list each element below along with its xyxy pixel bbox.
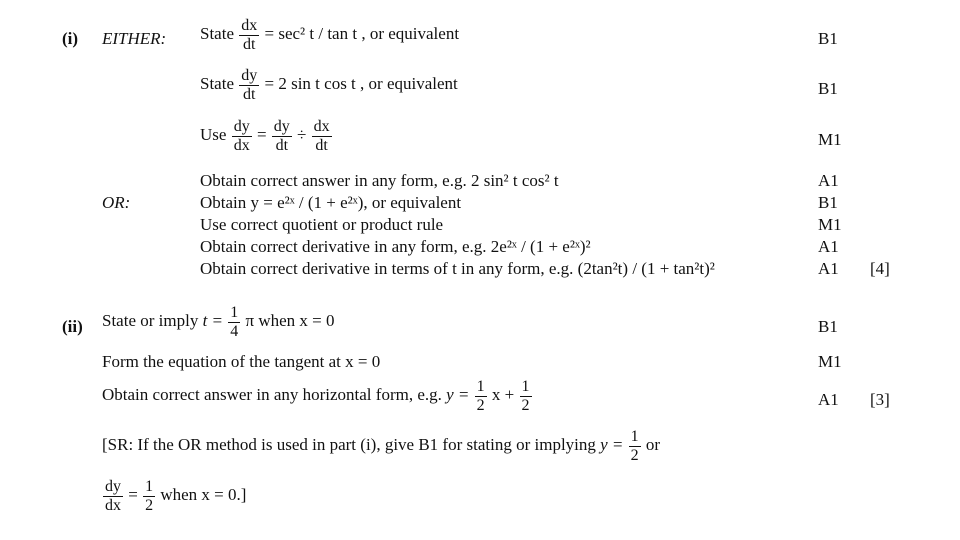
frac-num: 1 <box>630 428 639 445</box>
special-ruling-line2 <box>102 478 246 514</box>
frac-den: 2 <box>521 396 530 414</box>
part-i-total: [4] <box>870 259 890 278</box>
frac-den: 2 <box>145 496 154 514</box>
step-text: State or imply <box>102 311 199 330</box>
part-ii-label: (ii) <box>62 317 83 336</box>
equals-sign: = <box>128 485 138 504</box>
or-label: OR: <box>102 193 131 212</box>
fraction-dy-dx <box>232 118 252 154</box>
fraction-half <box>520 378 532 414</box>
note-or: or <box>645 435 661 454</box>
divide-sign: ÷ <box>297 125 307 144</box>
mark-M1: M1 <box>818 130 842 149</box>
mark-A1: A1 <box>818 171 839 190</box>
frac-den: dt <box>275 136 289 154</box>
frac-den: 4 <box>230 322 239 340</box>
frac-den: dt <box>243 35 256 53</box>
equals-sign: = <box>256 125 267 144</box>
frac-den: dt <box>315 136 328 154</box>
step-suffix: π when x = 0 <box>245 311 335 330</box>
mark-A1: A1 <box>818 259 839 278</box>
mark-A1: A1 <box>818 390 839 409</box>
step-verb: State <box>200 74 234 93</box>
var-y: y = <box>446 385 470 404</box>
step-derivative-t: Obtain correct derivative in terms of t in any form, e.g. (2tan²t) / (1 + tan²t)² <box>200 259 715 278</box>
step-verb: State <box>200 24 234 43</box>
part-ii-total: [3] <box>870 390 890 409</box>
either-label: EITHER: <box>102 29 167 48</box>
step-state-dy-dt <box>200 67 458 103</box>
var-t: t = <box>202 311 224 330</box>
mark-B1: B1 <box>818 317 838 336</box>
mark-A1: A1 <box>818 237 839 256</box>
frac-den: 2 <box>476 396 485 414</box>
x-plus: x + <box>491 385 515 404</box>
fraction-dx-dt <box>239 17 259 53</box>
step-rest: = 2 sin t cos t , or equivalent <box>264 74 458 93</box>
step-form-tangent: Form the equation of the tangent at x = 0 <box>102 352 381 371</box>
mark-B1: B1 <box>818 193 838 212</box>
var-y: y = <box>600 435 624 454</box>
step-derivative: Obtain correct derivative in any form, e.g. 2e²ˣ / (1 + e²ˣ)² <box>200 237 591 256</box>
step-quotient-rule: Use correct quotient or product rule <box>200 215 444 234</box>
fraction-dy-dx <box>103 478 123 514</box>
frac-num: 1 <box>521 378 530 395</box>
frac-den: dx <box>233 136 250 154</box>
frac-num: 1 <box>476 378 485 395</box>
step-obtain-answer: Obtain correct answer in any form, e.g. 2 sin² t cos² t <box>200 171 559 190</box>
frac-num: dy <box>241 67 258 84</box>
mark-B1: B1 <box>818 29 838 48</box>
fraction-half <box>475 378 487 414</box>
fraction-dx-dt <box>312 118 332 154</box>
frac-num: 1 <box>145 478 154 495</box>
step-obtain-y: Obtain y = e²ˣ / (1 + e²ˣ), or equivalent <box>200 193 462 212</box>
frac-num: dy <box>233 118 250 135</box>
step-verb: Use <box>200 125 227 144</box>
frac-den: 2 <box>630 446 639 464</box>
note-text: when x = 0.] <box>160 485 247 504</box>
mark-M1: M1 <box>818 352 842 371</box>
step-rest: = sec² t / tan t , or equivalent <box>264 24 460 43</box>
step-t-quarter-pi <box>102 304 335 340</box>
frac-den: dt <box>243 85 256 103</box>
step-horizontal-answer <box>102 378 533 414</box>
fraction-dy-dt <box>239 67 259 103</box>
frac-num: dy <box>105 478 121 495</box>
note-text: [SR: If the OR method is used in part (i), give B1 for stating or implying <box>102 435 596 454</box>
special-ruling-line1 <box>102 428 660 464</box>
step-text: Obtain correct answer in any horizontal form, e.g. <box>102 385 442 404</box>
mark-M1: M1 <box>818 215 842 234</box>
fraction-half <box>629 428 641 464</box>
step-use-chain-rule <box>200 118 333 154</box>
frac-num: dx <box>241 17 258 34</box>
step-state-dx-dt <box>200 17 459 53</box>
frac-num: dx <box>313 118 330 135</box>
frac-num: dy <box>273 118 290 135</box>
part-i-label: (i) <box>62 29 79 48</box>
fraction-dy-dt <box>272 118 292 154</box>
frac-num: 1 <box>230 304 239 321</box>
frac-den: dx <box>105 496 121 514</box>
fraction-half <box>143 478 155 514</box>
mark-B1: B1 <box>818 79 838 98</box>
fraction-one-quarter <box>228 304 240 340</box>
